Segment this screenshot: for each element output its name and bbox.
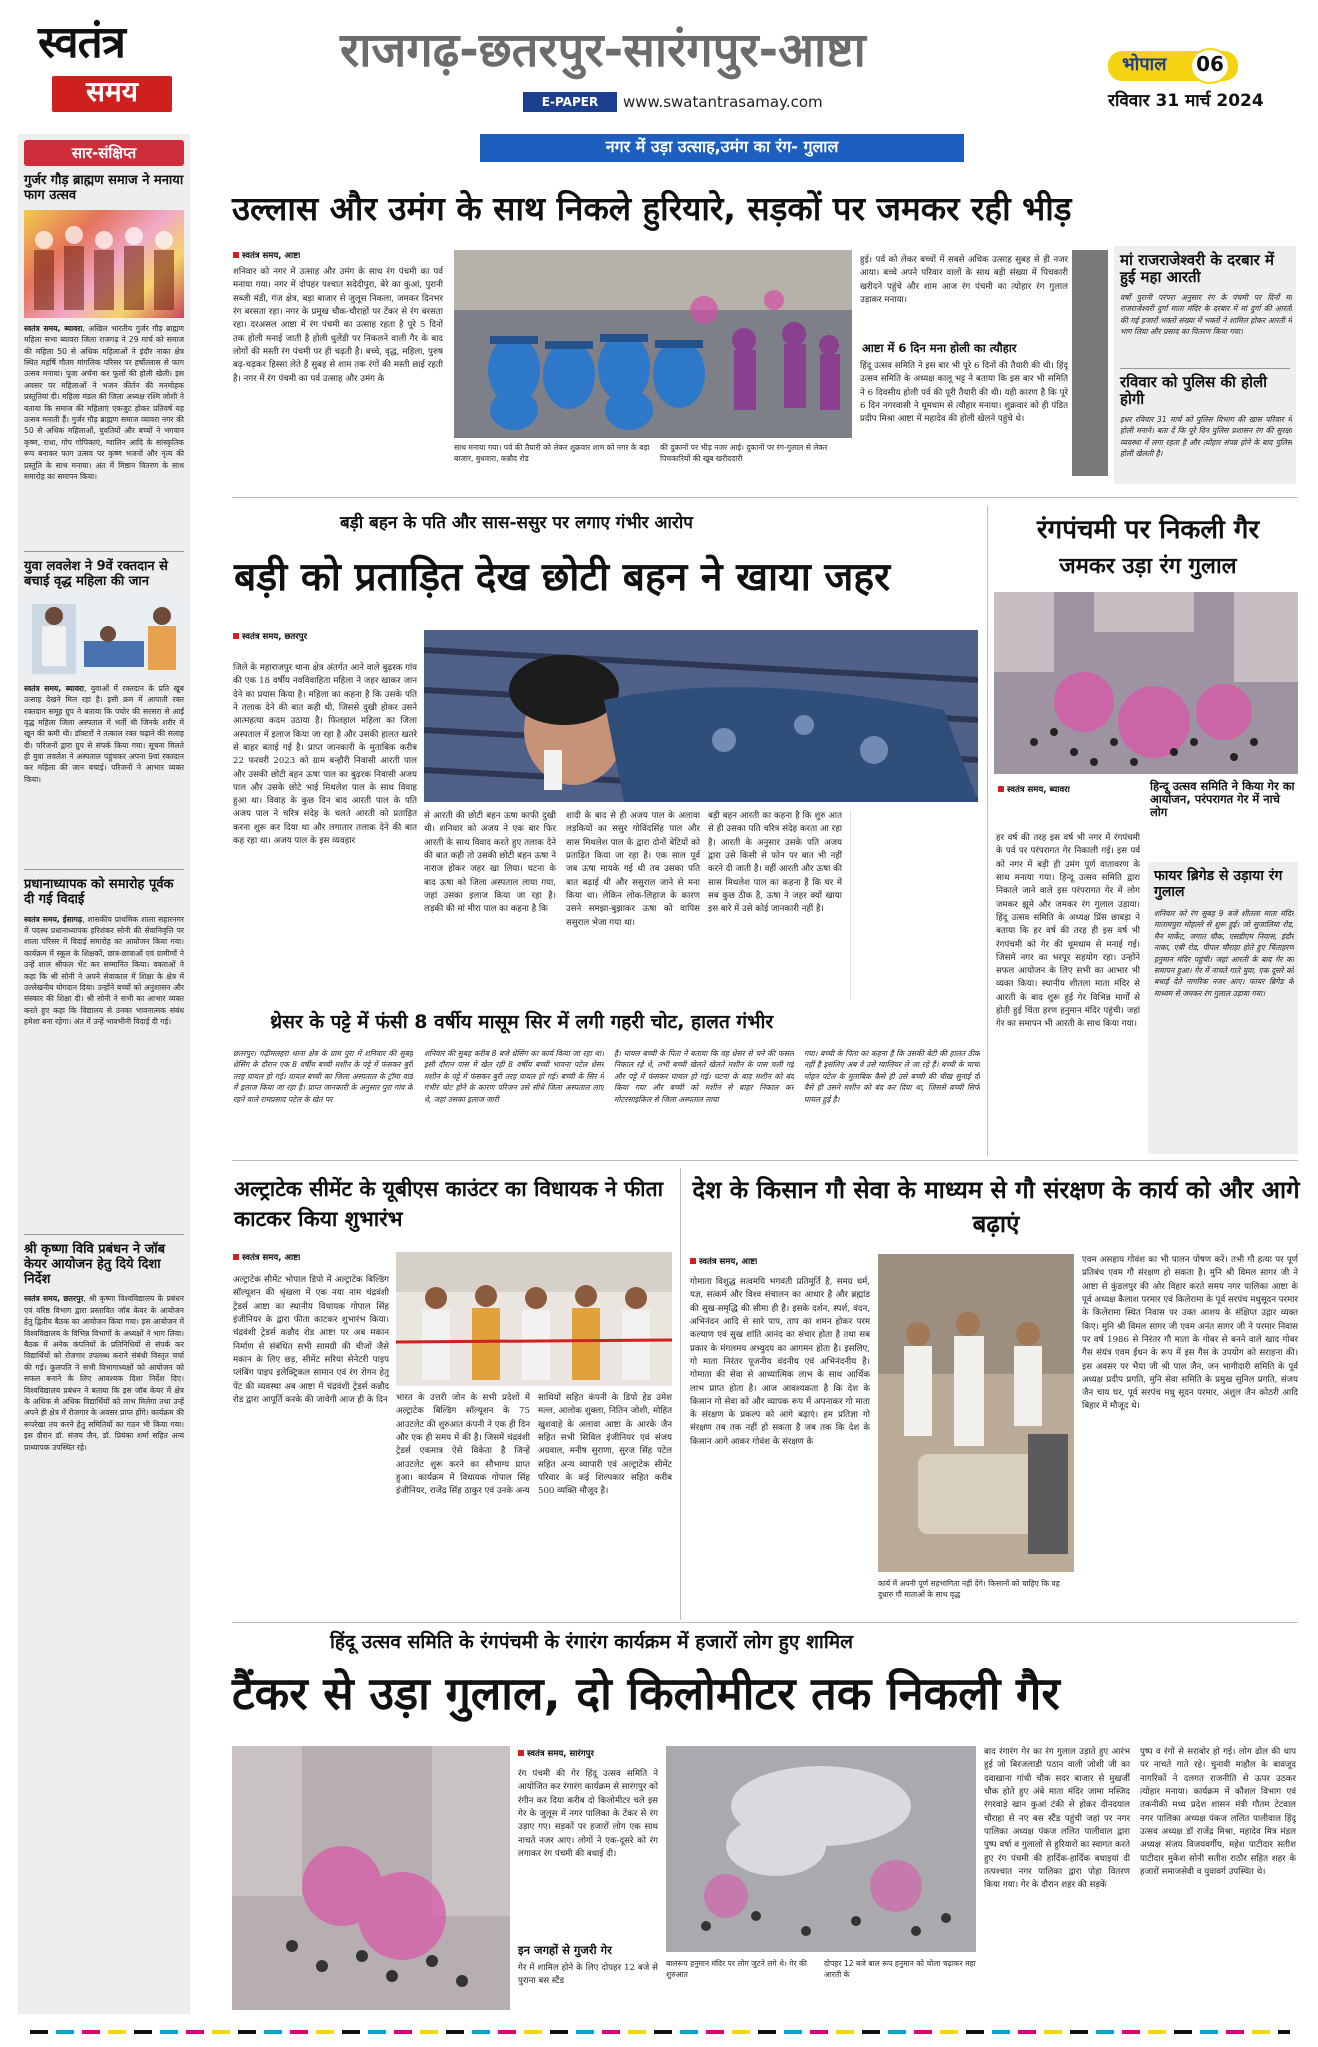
story3-col1: छतरपुर। गढ़ीमलहरा थाना क्षेत्र के ग्राम पुरा में शनिवार की सुबह थ्रेसिंग के दौरान एक 8 वर्षीय बच्ची मशीन के पट्टे में फंसकर बुरी तरह घायल हो गई। घायल बच्ची का जिला अस्पताल के ट्रॉमा वार्ड में इलाज किया जा रहा है। प्राप्त जानकारी के अनुसार पुरा गांव के रहने वाले रामप्रसाद पटेल के खेत पर [233, 1049, 413, 1104]
story1-photo [454, 250, 852, 438]
rangpanchami-dateline: स्वतंत्र समय, ब्यावरा [998, 784, 1070, 795]
edition-title: राजगढ़-छतरपुर-सारंगपुर-आष्टा [340, 23, 866, 78]
tanker-dateline: स्वतंत्र समय, सारंगपुर [518, 1748, 594, 1759]
gau-photo [878, 1254, 1074, 1572]
aarti-title: मां राजराजेश्वरी के दरबार में हुई महा आरती [1120, 251, 1274, 287]
top-banner-text: नगर में उड़ा उत्साह,उमंग का रंग- गुलाल [605, 137, 839, 156]
rangpanchami-caption-title: हिन्दू उत्सव समिति ने किया गेर का आयोजन, परंपरागत गेर में नाचे लोग [1150, 779, 1295, 820]
ultratech-dateline: स्वतंत्र समय, आष्टा [233, 1252, 300, 1263]
sidebar-story4-dateline: स्वतंत्र समय, छतरपुर [24, 1294, 84, 1304]
story3-headline: थ्रेसर के पट्टे में फंसी 8 वर्षीय मासूम सिर में लगी गहरी चोट, हालत गंभीर [270, 1011, 774, 1033]
tanker-headline: टैंकर से उड़ा गुलाल, दो किलोमीटर तक निकली गैर [232, 1667, 1060, 1720]
sidebar-story2-text: युवाओं में रक्तदान के प्रति खूब उत्साह देखने मिल रहा है। इसी क्रम में आपाती रक्त रक्तदान समूह ग्रुप ने बताया कि पचोर की सरसरा से आईं वृद्ध महिला जिला अस्पताल में भर्ती थी जिनके शरीर में खून की कमी थी। डॉक्टरों ने तत्काल रक्त चढ़ाने की सलाह दी। परिजनों द्वारा ग्रुप से संपर्क किया गया। सूचना मिलते ही युवा लवलेश ने अस्पताल पहुंचकर अपना 9वां रक्तदान कर महिला की जान बचाई। परिजनों ने आभार व्यक्त किया। [24, 683, 184, 784]
story2-dateline: स्वतंत्र समय, छतरपुर [233, 631, 307, 642]
logo-line2: समय [86, 75, 138, 108]
tanker-kicker: हिंदू उत्सव समिति के रंगपंचमी के रंगारंग कार्यक्रम में हजारों लोग हुए शामिल [330, 1631, 854, 1653]
rangpanchami-body: हर वर्ष की तरह इस वर्ष भी नगर में रंगपंचमी के पर्व पर परंपरागत गेर निकाली गई। इस पर्व को नगर में बड़ी ही उमंग पूर्ण वातावरण के साथ मनाया गया। हिन्दू उत्सव समिति द्वारा निकाले जाने वाले इस परंपरागत गेर में लोग जमकर झूमे और जमकर रंग गुलाल उड़ाया। हिंदू उत्सव समिति के अध्यक्ष प्रिंस छाबड़ा ने बताया कि हर वर्ष की तरह ही इस वर्ष भी रंगपंचमी को गेर की धूमधाम से मनाई गई। जिसमें नगर का भरपूर सहयोग रहा। उन्होंने सफल आयोजन के लिए सभी का आभार भी व्यक्त किया। स्थानीय शीतला माता मंदिर से आरती के बाद शुरू हुई गेर विभिन्न मार्गों से होती हुई चिंता हरण हनुमान मंदिर पहुंची। जहां गेर का समापन भी आरती के साथ किया गया। [996, 833, 1140, 1030]
story1-caption1: साथ मनाया गया। पर्व की तैयारी को लेकर शुक्रवार शाम को नगर के बड़ा बाजार, बुधवारा, कन्नौद रोड [454, 443, 650, 463]
ultratech-col3: साथियों सहित कंपनी के डिपो हेड उमेश मल्ल, आलोक शुक्ला, नितिन जोशी, मोहित खुशवाहे के अलावा आष्टा के आरके जैन सहित सभी सिविल इंजीनियर एवं संजय अग्रवाल, मनीष सुराणा, सुरज सिंह पटेल सहित अन्य व्यापारी एवं अल्ट्राटेक सीमेंट परिवार के कई शिल्पकार सहित करीब 500 व्यक्ति मौजूद है। [538, 1393, 672, 1497]
rangpanchami-title2: जमकर उड़ा रंग गुलाल [1059, 554, 1237, 579]
sidebar-story4-text: श्री कृष्णा विश्वविद्यालय के प्रबंधन एवं वरिष्ठ विभाग द्वारा प्रस्तावित जॉब केयर के आयोजन हेतु द्वितीय बैठक का आयोजन किया गया। इस आयोजन में विश्वविद्यालय के विभिन्न विभागों के अध्यक्षों ने भाग लिया। बैठक में अनेक कंपनियों के प्रतिनिधियों से संपर्क कर विद्यार्थियों को रोजगार उपलब्ध कराने संबंधी विस्तृत चर्चा की गई। कुलपति ने सभी विभागाध्यक्षों को आयोजन को सफल बनाने के लिए आवश्यक दिशा निर्देश दिए। विश्वविद्यालय प्रबंधन ने बताया कि इस जॉब केयर में क्षेत्र के अधिक से अधिक विद्यार्थियों को लाभ मिलेगा तथा उन्हें अपने ही क्षेत्र में रोजगार के अवसर प्राप्त होंगे। कार्यक्रम की रूपरेखा तय करने हेतु समितियों का गठन भी किया गया। इस दौरान डॉ. संजय जैन, डॉ. प्रियंका शर्मा सहित अन्य प्राध्यापक उपस्थित रहे। [24, 1294, 184, 1452]
gau-photo-caption: कार्य में अपनी पूर्ण सहभागिता नहीं देंगे। किसानों को चाहिए कि वह दुधारु गौ माताओं के साथ वृद्ध [878, 1579, 1060, 1599]
tanker-caption1: बालरूप हनुमान मंदिर पर लोग जुटने लगे थे। गेर की शुरुआत [666, 1959, 807, 1979]
sidebar-story1-body: स्वतंत्र समय, ब्यावरा, अखिल भारतीय गुर्जर गौड़ ब्राह्मण महिला सभा ब्यावरा जिला राजगढ़ ने 29 मार्च को समाज की महिला 50 से अधिक महिलाओं ने इंदौर नाका क्षेत्र स्थित महर्षि गौतम मांगलिक परिसर पर हर्षोल्लास से फाग उत्सव मनाया। पूजा अर्चना कर फूलों की होली खेली। इस अवसर पर महिलाओं ने भजन कीर्तन की मनमोहक प्रस्तुतियां दी। महिला मंडल की जिला अध्यक्ष रश्मि जोशी ने बताया कि समाज की महिलाएं एकजुट होकर प्रतिवर्ष यह उत्सव मनाती हैं। गुर्जर गौड़ ब्राह्मण समाज व्यावरा नगर की 50 से अधिक महिलाओं, युवतियों और बच्चों ने भगवान कृष्ण, राधा, गोप गोपिकाएं, ग्वालिन आदि के सांस्कृतिक रूप बनाकर फाग उत्सव पर कृष्ण भजनों और नृत्य की प्रस्तुति के साथ मनाया। अंत में मिष्ठान वितरण के साथ समारोह का समापन किया। [24, 323, 184, 481]
sidebar-story1-text: अखिल भारतीय गुर्जर गौड़ ब्राह्मण महिला सभा ब्यावरा जिला राजगढ़ ने 29 मार्च को समाज की महिला 50 से अधिक महिलाओं ने इंदौर नाका क्षेत्र स्थित महर्षि गौतम मांगलिक परिसर पर हर्षोल्लास से फाग उत्सव मनाया। पूजा अर्चना कर फूलों की होली खेली। इस अवसर पर महिलाओं ने भजन कीर्तन की मनमोहक प्रस्तुतियां दी। महिला मंडल की जिला अध्यक्ष रश्मि जोशी ने बताया कि समाज की महिलाएं एकजुट होकर प्रतिवर्ष यह उत्सव मनाती हैं। गुर्जर गौड़ ब्राह्मण समाज व्यावरा नगर की 50 से अधिक महिलाओं, युवतियों और बच्चों ने भगवान कृष्ण, राधा, गोप गोपिकाएं, ग्वालिन आदि के सांस्कृतिक रूप बनाकर फाग उत्सव पर कृष्ण भजनों और नृत्य की प्रस्तुति के साथ मनाया। अंत में मिष्ठान वितरण के साथ समारोह का समापन किया। [24, 323, 184, 481]
ultratech-col1: अल्ट्राटेक सीमेंट भोपाल डिपो में अल्ट्राटेक बिल्डिंग सॉल्यूशन की श्रृंखला में एक नया नाम चंद्रवंशी ट्रेडर्स आष्टा का स्थानीय विधायक गोपाल सिंह इंजीनियर के द्वारा फीता काटकर शुभारंभ किया। चंद्रवंशी ट्रेडर्स कन्नौद रोड आष्टा पर अब मकान निर्माण से संबंधित सभी सामग्री की चीजों जैसे मकान के लिए छड़, सीमेंट सरिया सेनेटरी पाइप प्लंबिंग पाइप इलेक्ट्रिकल सामान एवं रंग रोगन हेतु पेंट की व्यवस्था अब आष्टा में चंद्रवंशी ट्रेडर्स कन्नौद रोड द्वारा आपूर्ति करके की जावेगी आज ही के दिन [233, 1275, 389, 1405]
story1-subhead: आष्टा में 6 दिन मना होली का त्यौहार [862, 341, 1017, 355]
story2-photo [424, 630, 978, 802]
masthead [0, 0, 1318, 120]
story1-col3: हुई। पर्व को लेकर बच्चों में सबसे अधिक उत्साह सुबह से ही नजर आया। बच्चे अपने परिवार वालों के साथ बड़ी संख्या में पिचकारी खरीदने पहुंचे और शाम आज रंग पंचमी का त्योहार रंग गुलाल उड़ाकर मनाया। [860, 255, 1068, 305]
sidebar-header: सार-संक्षिप्त [24, 140, 184, 166]
ultratech-photo [396, 1252, 672, 1386]
rangpanchami-title1: रंगपंचमी पर निकली गैर [1036, 515, 1260, 545]
epaper-tag: E-PAPER [523, 92, 617, 112]
gau-headline: देश के किसान गौ सेवा के माध्यम से गौ संरक्षण के कार्य को और आगे बढ़ाएं [692, 1176, 1300, 1238]
story1-col1: शनिवार को नगर में उत्साह और उमंग के साथ रंग पंचमी का पर्व मनाया गया। नगर में दोपहर पश्चात सदेदीपुरा, बेरे का कुआं, पुरानी सब्जी मंडी, गंज क्षेत्र, बड़ा बाजार से जुलूस निकला, जमकर दिनभर रंग बरसता रहा। नगर के प्रमुख चौक-चौराहों पर टेंकर से रंग बरसता रहा। दरअसल आष्टा में रंग पंचमी का उत्साह रहता है पूरे 5 दिनों तक होली मनाई जाती है होली धुलेंडी पर निकलने वाली गैर के बाद लोगों की मस्ती रंग पंचमी पर ही चढ़ती है। बच्चे, वृद्ध, महिला, पुरुष बढ़-चढ़कर हिस्सा लेते हैं सुबह से शाम तक रंगों की मस्ती छाई रहती है। नगर में रंग पंचमी का पर्व उत्साह और उमंग के [233, 267, 443, 384]
story2-col1: जिले के महाराजपुर थाना क्षेत्र अंतर्गत आने वाले बुढ़रक गांव की एक 18 वर्षीय नवविवाहिता महिला ने जहर खाकर जान देने का प्रयास किया है। महिला का कहना है कि उसके पति ने तलाक देने की बात कही थी, जिससे दुखी होकर उसने आत्महत्या कदम उठाया है। फिलहाल महिला का जिला अस्पताल में इलाज किया जा रहा है और उसकी हालत खतरे से बाहर बताई गई है। प्राप्त जानकारी के मुताबिक करीब 22 फरवरी 2023 को ग्राम बन्हौरी निवासी आरती पाल और उसकी छोटी बहन ऊषा पाल का बुढ़रक निवासी अजय पाल और उसके छोटे भाई मिथलेश पाल के साथ विवाह हुआ था। विवाह के कुछ दिन बाद आरती पाल के पति अजय पाल ने चरित्र संदेह के चलते आरती को प्रताड़ित करना शुरू कर दिया था और लगातार तलाक देने की बात कह रहा था। अजय पाल के इस व्यवहार [233, 663, 417, 847]
fire-brigade-title: फायर ब्रिगेड से उड़ाया रंग गुलाल [1154, 868, 1283, 901]
sidebar-story4-title: श्री कृष्णा विवि प्रबंधन ने जॉब केयर आयोजन हेतु दिये दिशा निर्देश [24, 1241, 166, 1287]
story3-col4: गया। बच्ची के पिता का कहना है कि उसकी बेटी की हालत ठीक नहीं है इसलिए अब वे उसे ग्वालियर ले जा रहे हैं। बच्ची के चाचा मोहन पटेल के मुताबिक कैसे ही उसे बच्ची की चीख सुनाई दी वैसे ही उसने मशीन को बंद कर दिया था, जिससे बच्ची सिर्फ घायल हुई है। [804, 1049, 980, 1104]
sidebar [18, 134, 190, 2014]
story3-col2: शनिवार की सुबह करीब 8 बजे थ्रेसिंग का कार्य किया जा रहा था। इसी दौरान पास में खेल रही 8 वर्षीय बच्ची भावना पटेल थ्रेसर मशीन के पट्टे में फंसकर बुरी तरह घायल हो गई। बच्ची के सिर में गंभीर चोट होने के कारण परिजन उसे सीधे जिला अस्पताल लाए थे, जहां उसका इलाज जारी [424, 1049, 604, 1104]
story1-caption2: की दुकानों पर भीड़ नजर आई। दुकानों पर रंग-गुलाल से लेकर पिचकारियों की खूब खरीददारी [660, 443, 828, 463]
sidebar-story1-photo [24, 210, 184, 318]
police-holi-title: रविवार को पुलिस की होली होगी [1120, 373, 1268, 409]
sidebar-story2-photo [24, 596, 184, 678]
ultratech-headline: अल्ट्राटेक सीमेंट के यूबीएस काउंटर का विधायक ने फीता काटकर किया शुभारंभ [234, 1177, 664, 1232]
rangpanchami-photo [994, 592, 1298, 774]
tanker-col1b: गेर में शामिल होने के लिए दोपहर 12 बजे से पुराना बस स्टैंड [518, 1963, 658, 1987]
story2-col4: बड़ी बहन आरती का कहना है कि शुरु आत से ही उसका पति चरित्र संदेह करता आ रहा है। आरती के अनुसार उसके पति अजय द्वारा उसे किसी से फोन पर बात भी नहीं करने दी जाती है। वहीं आरती और ऊषा की सास मिथलेश पाल का कहना है कि घर में सब कुछ ठीक है, ऊषा ने जहर क्यों खाया इस बारे में उसे कोई जानकारी नहीं है। [708, 811, 842, 915]
tanker-photo-center [666, 1746, 976, 1952]
tanker-caption2: दोपहर 12 बजे बाल रूप हनुमान को चोला चढ़ाकर महा आरती के [824, 1959, 976, 1979]
gau-dateline: स्वतंत्र समय, आष्टा [690, 1256, 757, 1267]
story2-headline: बड़ी को प्रताड़ित देख छोटी बहन ने खाया जहर [234, 555, 891, 600]
tanker-col1: रंग पंचमी की गेर हिंदू उत्सव समिति ने आयोजित कर रंगारंग कार्यक्रम से सारंगपुर को रंगीन कर दिया करीब दो किलोमीटर चले इस गेर के जुलूस में नगर पालिका के टेंकर से रंग उड़ाए गए। सड़कों पर हजारों लोग एक साथ नाचते नजर आए। लोगों ने एक-दूसरे को रंग लगाकर रंग पंचमी की बधाई दी। [518, 1769, 658, 1859]
story1-headline: उल्लास और उमंग के साथ निकले हुरियारे, सड़कों पर जमकर रही भीड़ [232, 189, 1072, 228]
ultratech-col2: भारत के उत्तरी जोन के सभी प्रदेशों में अल्ट्राटेक बिल्डिंग सॉल्यूशन के 75 आउटलेट की शुरुआत कंपनी ने एक ही दिन और एक ही समय में की है। जिसमें चंद्रवंशी ट्रेडर्स एकमात्र ऐसे विकेता है जिन्हें आउटलेट शुरू करने का सौभाग्य प्राप्त हुआ। कार्यक्रम में विधायक गोपाल सिंह इंजीनियर, राजेंद्र सिंह ठाकुर एवं उनके अन्य [396, 1393, 530, 1497]
city: भोपाल [1122, 54, 1167, 75]
logo-line1: स्वतंत्र [38, 17, 125, 68]
sidebar-story2-dateline: स्वतंत्र समय, ब्यावरा [24, 683, 84, 693]
sidebar-story3-dateline: स्वतंत्र समय, ईसागढ़ [24, 914, 83, 924]
story2-col3: शादी के बाद से ही अजय पाल के अलावा लड़कियों का ससुर गोविंदसिंह पाल और सास मिथलेश पाल के द्वारा दोनों बेटियों को प्रताड़ित किया जा रहा है। एक साल पूर्व जब ऊषा मायके गई थी तब उसका पति बात बढ़ाई थी और ससुराल जाने से मना किया था। लेकिन लोक-लिहाज के कारण उसने समझा-बुझाकर ऊषा को वापिस ससुराल भेजा गया था। [566, 811, 700, 928]
tanker-col3: बाद रंगारंग गेर का रंग गुलाल उड़ाते हुए आरंभ हुई जो बिरजलाडी पठान वाली जोशी जी का दवाखाना गांधी चौक सदर बाजार से मुखर्जी चौक होते हुए अंबे माता मंदिर जामा मस्जिद रंगरवाड़े खान कुआं टंकी से होकर दीनदयाल चौराहा से नए बस स्टैंड पहुंची जहां पर नगर पालिका अध्यक्ष पंकज ललित पालीवाल द्वारा पुष्प वर्षा व गुलालों से हुरियारों का स्वागत करते हुए रंग पंचमी की हार्दिक-हार्दिक बधाइयां दी तत्पश्चात नगर पालिका द्वारा पोहा वितरण किया गया। गेर के दौरान शहर की सड़कें [984, 1747, 1130, 1891]
shop-photo [1072, 250, 1108, 476]
tanker-subhead: इन जगहों से गुजरी गेर [518, 1943, 612, 1957]
story1-dateline: स्वतंत्र समय, आष्टा [233, 250, 300, 261]
tanker-photo-left [232, 1746, 510, 2010]
sidebar-story1-title: गुर्जर गौड़ ब्राह्मण समाज ने मनाया फाग उत्सव [24, 173, 184, 203]
story3-col3: है। घायल बच्ची के पिता ने बताया कि वह थ्रेसर से चने की फसल निकाल रहे थे, तभी बच्ची खेलते खेलते मशीन के पास चली गई और पट्टे में फंसकर घायल हो गई। घटना के बाद मशीन को बंद किया गया और बच्ची को मशीन से बाहर निकाल कर मोटरसाइकिल से जिला अस्पताल लाया [614, 1049, 794, 1104]
tanker-col4: पुष्प व रंगों से सराबोर हो गई। लोग ढोल की धाप पर नाचते गाते रहे। चुनावी माहौल के बावजूद नागरिकों ने दलगत राजनीति से ऊपर उठकर त्योहार मनाया। कार्यक्रम में कौशल विभाग एवं तकनीकी मध्य प्रदेश शासन मंत्री गौतम टेटवाल नगर पालिका अध्यक्ष पंकज ललित पालीवाल हिंदू उत्सव अध्यक्ष डॉ राजेंद्र मिश्रा, महादेव मित्र मंडल अध्यक्ष संजय विजयवर्गीय, महेश पाटीदार सतीश पाटीदार मुकेश सोनी सतीश राठौर सहित शहर के हजारों समाजसेवी व युवावर्ग उपस्थित थे। [1140, 1747, 1296, 1877]
sidebar-story4-body: स्वतंत्र समय, छतरपुर, श्री कृष्णा विश्वविद्यालय के प्रबंधन एवं वरिष्ठ विभाग द्वारा प्रस्तावित जॉब केयर के आयोजन हेतु द्वितीय बैठक का आयोजन किया गया। इस आयोजन में विश्वविद्यालय के विभिन्न विभागों के अध्यक्षों ने भाग लिया। बैठक में अनेक कंपनियों के प्रतिनिधियों से संपर्क कर विद्यार्थियों को रोजगार उपलब्ध कराने संबंधी विस्तृत चर्चा की गई। कुलपति ने सभी विभागाध्यक्षों को आयोजन को सफल बनाने के लिए आवश्यक दिशा निर्देश दिए। विश्वविद्यालय प्रबंधन ने बताया कि इस जॉब केयर में क्षेत्र के अधिक से अधिक विद्यार्थियों को लाभ मिलेगा तथा उन्हें अपने ही क्षेत्र में रोजगार के अवसर प्राप्त होंगे। कार्यक्रम की रूपरेखा तय करने हेतु समितियों का गठन भी किया गया। इस दौरान डॉ. संजय जैन, डॉ. प्रियंका शर्मा सहित अन्य प्राध्यापक उपस्थित रहे। [24, 1294, 184, 1452]
page-number: 06 [1196, 52, 1224, 76]
sidebar-story3-body: स्वतंत्र समय, ईसागढ़, शासकीय प्राथमिक शाला सहारनगर में पदस्थ प्रधानाध्यापक हरिशंकर सोनी की सेवानिवृत्ति पर शाला परिसर में विदाई समारोह का आयोजन किया गया। कार्यक्रम में स्कूल के शिक्षकों, छात्र-छात्राओं एवं ग्रामीणों ने उन्हें शाल श्रीफल भेंट कर सम्मानित किया। वक्ताओं ने कहा कि श्री सोनी ने अपने सेवाकाल में शिक्षा के क्षेत्र में उल्लेखनीय योगदान दिया। उन्होंने बच्चों को अनुशासन और संस्कार की शिक्षा दी। श्री सोनी ने सभी का आभार व्यक्त करते हुए कहा कि विद्यालय से उनका भावनात्मक संबंध हमेशा बना रहेगा। अंत में उन्हें भावभीनी विदाई दी गई। [24, 914, 184, 1027]
gau-col3: एवम असहाय गोवंश का भी पालन पोषण करें। तभी गौ हत्या पर पूर्ण प्रतिबंध एवम गौ संरक्षण हो सकता है। मुनि श्री विमल सागर जी ने आष्टा से कुंडलपुर की ओर विहार करते समय नगर पालिका आष्टा के पूर्व अध्यक्ष कैलाश परमार एवं किलेरामा के पूर्व सरपंच मधुसूदन परमार के किलेरामा स्थित निवास पर उक्त आशय के संक्षिप्त उद्गार व्यक्त किए। मुनि श्री विमल सागर जी एवम अनंत सागर जी ने परमार निवास पर वर्ष 1986 से निरंतर गौ माता के गोबर से बनने वाले खाद गोबर गैस संयंत्र एवम ईंधन के रूप में इस गैस के उपयोग को सराहना की। इस अवसर पर भैया जी श्री पाल जैन, जन भागीदारी समिति के पूर्व अध्यक्ष प्रदीप प्रगति, मुनि सेवा समिति के प्रमुख सुनिल प्रगति, संजय जैन चाय घर, पूर्व सरपंच मधु सूदन परमार, अंशुल जैन कोठरी आदि बिहार में मौजूद थे। [1082, 1255, 1298, 1412]
sidebar-story2-title: युवा लवलेश ने 9वें रक्तदान से बचाई वृद्ध महिला की जान [24, 558, 168, 589]
footer-color-bar [30, 2030, 1290, 2034]
website[interactable]: www.swatantrasamay.com [623, 93, 823, 111]
issue-date: रविवार 31 मार्च 2024 [1108, 91, 1264, 111]
fire-brigade-body: शनिवार को रंग सुबह 9 बजे शीतला माता मंदिर मातामपुरा मोहल्ले से शुरू हुई। जो सुजालिया रोड, मैन मार्केट, जगात चौक, एसडीएम निवास, इंदौर नाका, एबी रोड, पीपल चौराहा होते हुए चिंताहरण हनुमान मंदिर पहुंची। जहां आरती के बाद गेर का समापन हुआ। गेर में नाचते गाते युवा, एक दूसरे को बधाई देते नागरिक नजर आए। फायर ब्रिगेड के माध्यम से जमकर रंग गुलाल उड़ाया गया। [1154, 909, 1294, 998]
sidebar-story2-body: स्वतंत्र समय, ब्यावरा, युवाओं में रक्तदान के प्रति खूब उत्साह देखने मिल रहा है। इसी क्रम में आपाती रक्त रक्तदान समूह ग्रुप ने बताया कि पचोर की सरसरा से आईं वृद्ध महिला जिला अस्पताल में भर्ती थी जिनके शरीर में खून की कमी थी। डॉक्टरों ने तत्काल रक्त चढ़ाने की सलाह दी। परिजनों द्वारा ग्रुप से संपर्क किया गया। सूचना मिलते ही युवा लवलेश ने अस्पताल पहुंचकर अपना 9वां रक्तदान कर महिला की जान बचाई। परिजनों ने आभार व्यक्त किया। [24, 683, 184, 784]
story1-col3b: हिंदू उत्सव समिति ने इस बार भी पूरे 6 दिनों की तैयारी की थी। हिंदू उत्सव समिति के अध्यक्ष कालू भट्ट ने बताया कि इस बार भी समिति ने 6 दिवसीय होली पर्व की पूरी तैयारी की थी। यही कारण है कि पूरे 6 दिन नगरवासी ने धूमधाम से त्यौहार मनाया। शुक्रवार को ही पंडित प्रदीप मिश्रा आष्टा में महादेव की होली खेलने पहुंचे थे। [860, 361, 1068, 425]
gau-col1: गोमाता विशुद्ध सत्वमयि भगवती प्रतिमूर्ति है, समग्र धर्म, यज्ञ, सत्कर्म और विश्व संचालन का आधार है और ब्रह्मांड की सुख-समृद्धि की सीमा ही है। इसके दर्शन, स्पर्श, वंदन, अभिनंदन आदि से सारे पाप, ताप का शमन होकर परम कल्याण एवं सुख शांति आनंद का संचार होता है तथा सब प्रकार के मंगलमय अभ्युदय का आगमन होता है। इसलिए, गो माता निरंतर पूजनीय वंदनीय एवं अभिनंदनीय है। गोमाता की सेवा से आध्यात्मिक लाभ के साथ आर्थिक लाभ प्राप्त होता है। आज आवश्यकता है कि देश के किसान गो सेवा को और व्यापक रूप में अपनाकर गो माता के संरक्षण के प्रकल्प को आगे बढ़ाएं। हम प्रतिज्ञा गो संरक्षण तब तक नहीं हो सकता है जब तक कि देश के किसान आगे आकर गोवंश के संरक्षण के [690, 1277, 870, 1447]
story2-kicker: बड़ी बहन के पति और सास-ससुर पर लगाए गंभीर आरोप [340, 513, 693, 533]
story2-col2: से आरती की छोटी बहन ऊषा काफी दुखी थी। शनिवार को अजय ने एक बार फिर आरती के साथ विवाद करते हुए तलाक देने की बात कही तो उसकी छोटी बहन ऊषा ने नाराज होकर जहर खा लिया। घटना के बाद ऊषा को जिला अस्पताल लाया गया, जहां उसका इलाज किया जा रहा है। लड़की की मां मीरा पाल का कहना है कि [424, 811, 556, 915]
sidebar-story1-dateline: स्वतंत्र समय, ब्यावरा [24, 323, 83, 333]
police-holi-body: इधर रविवार 31 मार्च को पुलिस विभाग की खास परिवार में होली मनाने। बता दें कि पूरे दिन पुलिस प्रशासन रंग की सुरक्षा व्यवस्था में लगा रहता है और त्योहार संपन्न होने के बाद पुलिस होली खेलती है। [1120, 415, 1292, 459]
sidebar-story3-text: शासकीय प्राथमिक शाला सहारनगर में पदस्थ प्रधानाध्यापक हरिशंकर सोनी की सेवानिवृत्ति पर शाला परिसर में विदाई समारोह का आयोजन किया गया। कार्यक्रम में स्कूल के शिक्षकों, छात्र-छात्राओं एवं ग्रामीणों ने उन्हें शाल श्रीफल भेंट कर सम्मानित किया। वक्ताओं ने कहा कि श्री सोनी ने अपने सेवाकाल में शिक्षा के क्षेत्र में उल्लेखनीय योगदान दिया। उन्होंने बच्चों को अनुशासन और संस्कार की शिक्षा दी। श्री सोनी ने सभी का आभार व्यक्त करते हुए कहा कि विद्यालय से उनका भावनात्मक संबंध हमेशा बना रहेगा। अंत में उन्हें भावभीनी विदाई दी गई। [24, 914, 184, 1027]
sidebar-story3-title: प्रधानाध्यापक को समारोह पूर्वक दी गई विदाई [24, 876, 174, 907]
aarti-body: वर्षों पुरानी परंपरा अनुसार रंग के पंचमी पर दिनों मां राजराजेश्वरी दुर्गा माता मंदिर के दरबार में मां दुर्गा की आरती की गई हजारों भक्तों संख्या में भक्तों ने शामिल होकर आरती में भाग लिया और प्रसाद का वितरण किया गया। [1120, 293, 1292, 337]
